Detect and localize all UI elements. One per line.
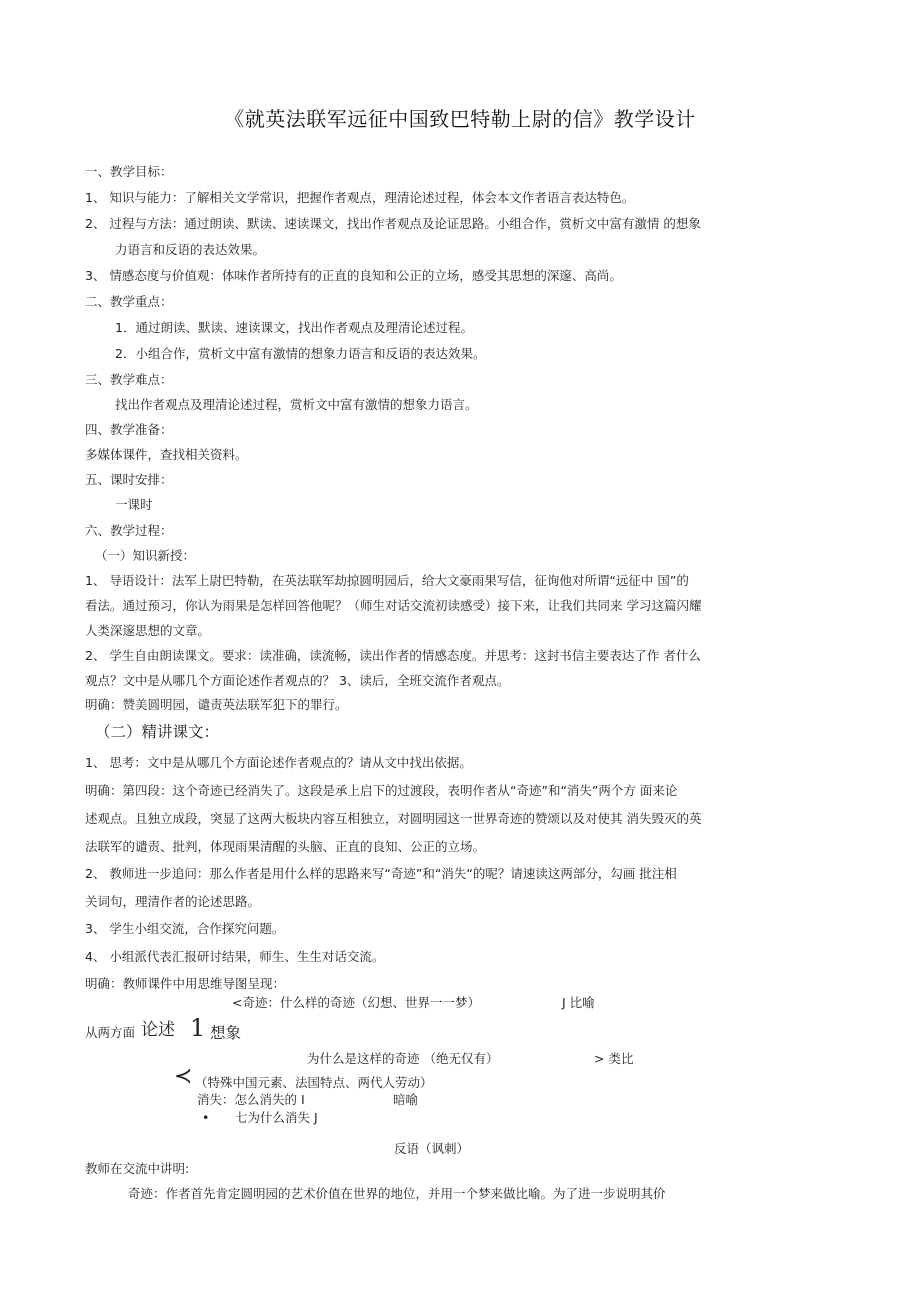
teacher-explanation-text: 奇迹：作者首先肯定圆明园的艺术价值在世界的地位，并用一个梦来做比喻。为了进一步说明其价: [128, 1186, 666, 1201]
mindmap-two-aspects: 从两方面: [85, 1025, 136, 1040]
process-clarification: 明确：赞美圆明园，谴责英法联军犯下的罪行。: [85, 697, 348, 712]
document-title: 《就英法联军远征中国致巴特勒上尉的信》教学设计: [224, 107, 696, 131]
subheading-text-analysis: （二）精讲课文：: [95, 723, 220, 741]
preparation-text: 多媒体课件，查找相关资料。: [85, 447, 248, 462]
schedule-text: 一课时: [115, 497, 153, 512]
mindmap-analogy: > 类比: [594, 1051, 634, 1066]
section-heading-process: 六、教学过程：: [85, 523, 173, 538]
analysis-item-2-cont: 关词句，理清作者的论述思路。: [85, 894, 261, 909]
mindmap-imagination: 想象: [210, 1024, 242, 1042]
section-heading-keypoints: 二、教学重点：: [85, 294, 173, 309]
keypoint-1: 1．通过朗读、默读、速读课文，找出作者观点及理清论述过程。: [115, 320, 473, 335]
analysis-item-4: 4、 小组派代表汇报研讨结果，师生、生生对话交流。: [85, 949, 385, 964]
process-item-1: 1、 导语设计：法军上尉巴特勒，在英法联军劫掠圆明园后，给大文豪雨果写信，征询他对所谓“远征中 国”的: [85, 573, 689, 588]
process-item-1-cont2: 人类深邃思想的文章。: [85, 623, 211, 638]
goal-item-2-cont: 力语言和反语的表达效果。: [115, 242, 266, 257]
subheading-new-knowledge: （一）知识新授：: [95, 548, 196, 563]
section-heading-preparation: 四、教学准备：: [85, 422, 173, 437]
mindmap-bullet-icon: •: [202, 1110, 210, 1125]
goal-item-3: 3、 情感态度与价值观：体味作者所持有的正直的良知和公正的立场，感受其思想的深邃、高尚。: [85, 268, 622, 283]
process-item-1-cont: 看法。通过预习，你认为雨果是怎样回答他呢？（师生对话交流初读感受）接下来，让我们共同来 学习这篇闪耀: [85, 598, 702, 613]
keypoint-2: 2．小组合作，赏析文中富有激情的想象力语言和反语的表达效果。: [115, 346, 486, 361]
mindmap-why-miracle: 为什么是这样的奇迹 （绝无仅有）: [307, 1051, 499, 1066]
mindmap-elements: （特殊中国元素、法国特点、两代人劳动）: [195, 1075, 433, 1090]
section-heading-goals: 一、教学目标：: [85, 164, 173, 179]
mindmap-intro: 明确：教师课件中用思维导图呈现：: [85, 976, 286, 991]
mindmap-implicit-metaphor: 暗喻: [393, 1092, 419, 1107]
analysis-item-1: 1、 思考：文中是从哪几个方面论述作者观点的？请从文中找出依据。: [85, 755, 472, 770]
analysis-clarification: 明确：第四段：这个奇迹已经消失了。这段是承上启下的过渡段，表明作者从“奇迹”和“消失”两个方 面来论: [85, 783, 678, 798]
mindmap-miracle-line: <奇迹：什么样的奇迹（幻想、世界一一梦）: [232, 995, 480, 1010]
process-item-2-cont: 观点？文中是从哪几个方面论述作者观点的？ 3、读后，全班交流作者观点。: [85, 673, 510, 688]
section-heading-difficulty: 三、教学难点：: [85, 372, 173, 387]
mindmap-brace-mark: 1: [190, 1014, 206, 1042]
mindmap-disappear-why: 七为什么消失 J: [235, 1110, 318, 1125]
mindmap-argue: 论述: [141, 1020, 175, 1040]
mindmap-disappear-how: 消失：怎么消失的 I: [197, 1092, 305, 1107]
mindmap-metaphor: J 比喻: [562, 995, 595, 1010]
difficulty-text: 找出作者观点及理清论述过程，赏析文中富有激情的想象力语言。: [115, 397, 478, 412]
goal-item-1: 1、 知识与能力：了解相关文学常识，把握作者观点，理清论述过程，体会本文作者语言表达特色。: [85, 190, 635, 205]
analysis-item-3: 3、 学生小组交流，合作探究问题。: [85, 921, 285, 936]
goal-item-2: 2、 过程与方法：通过朗读、默读、速读课文，找出作者观点及论证思路。小组合作，赏析文中富有激情 的想象: [85, 216, 701, 231]
mindmap-irony: 反语（讽刺）: [394, 1141, 470, 1156]
analysis-item-2: 2、 教师进一步追问：那么作者是用什么样的思路来写“奇迹”和“消失“的呢？请速读这两部分，勾画 批注相: [85, 866, 677, 881]
analysis-clarification-cont2: 法联军的谴责、批判，体现雨果清醒的头脑、正直的良知、公正的立场。: [85, 839, 486, 854]
teacher-explanation-intro: 教师在交流中讲明:: [85, 1161, 190, 1176]
mindmap-brace-icon: ≺: [174, 1064, 193, 1089]
section-heading-schedule: 五、课时安排：: [85, 472, 173, 487]
analysis-clarification-cont: 述观点。且独立成段，突显了这两大板块内容互相独立，对圆明园这一世界奇迹的赞颂以及对使其 消失毁灭的英: [85, 811, 702, 826]
process-item-2: 2、 学生自由朗读课文。要求：读准确，读流畅，读出作者的情感态度。并思考：这封书信主要表达了作 者什么: [85, 648, 701, 663]
